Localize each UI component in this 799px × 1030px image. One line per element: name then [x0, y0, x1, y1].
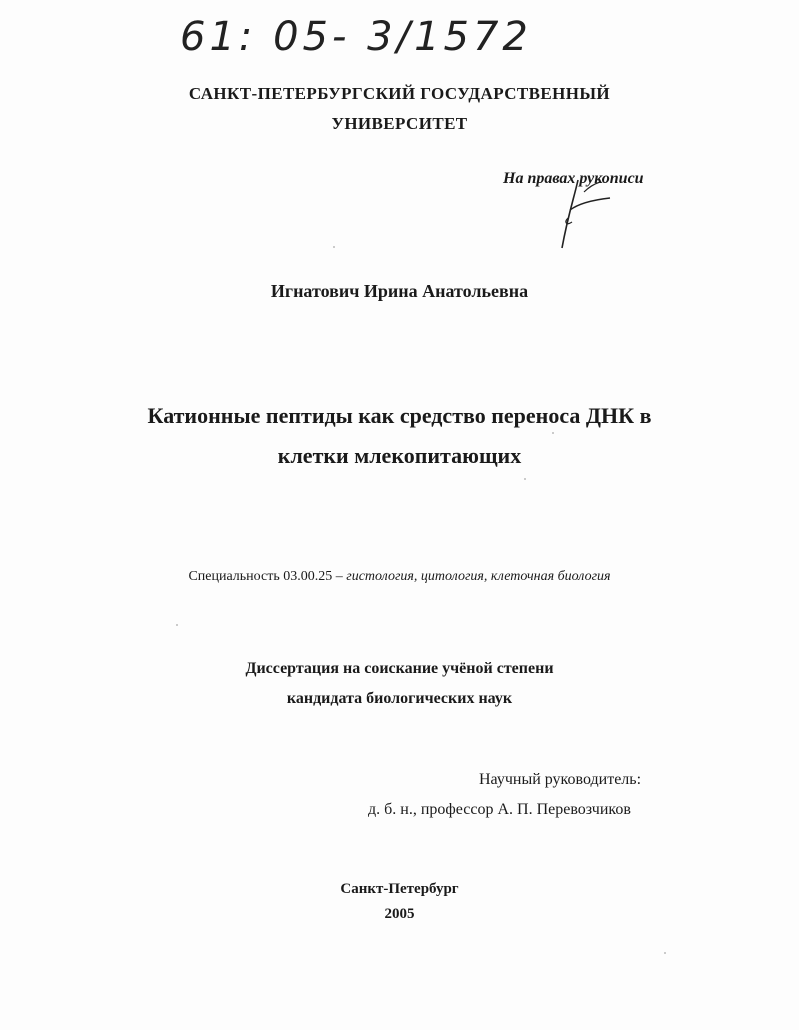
advisor-label: Научный руководитель:: [479, 771, 642, 788]
scan-speck: [176, 624, 178, 626]
university-name-line1: САНКТ-ПЕТЕРБУРГСКИЙ ГОСУДАРСТВЕННЫЙ: [188, 84, 611, 103]
manuscript-rights-note: На правах рукописи: [503, 170, 644, 187]
scan-speck: [664, 952, 666, 954]
archive-number-handwritten: 61: 05- 3/1572: [180, 14, 532, 60]
degree-line2: кандидата биологических наук: [286, 690, 513, 707]
university-name-line2: УНИВЕРСИТЕТ: [331, 114, 468, 133]
dissertation-title-line2: клетки млекопитающих: [277, 443, 522, 468]
scan-speck: [552, 432, 554, 434]
scan-speck: [333, 246, 335, 248]
specialty-line: [0, 569, 799, 585]
dissertation-title-line1: Катионные пептиды как средство переноса ДНК в: [147, 403, 652, 428]
specialty-fields: гистология, цитология, клеточная биология: [346, 569, 611, 584]
signature-icon: [548, 170, 628, 255]
year: 2005: [384, 906, 415, 922]
degree-line1: Диссертация на соискание учёной степени: [245, 660, 554, 677]
specialty-label: Специальность 03.00.25 –: [188, 569, 343, 584]
city: Санкт-Петербург: [340, 881, 459, 897]
scan-speck: [524, 478, 526, 480]
author-name: Игнатович Ирина Анатольевна: [270, 281, 529, 301]
advisor-name: д. б. н., профессор А. П. Перевозчиков: [368, 801, 631, 818]
